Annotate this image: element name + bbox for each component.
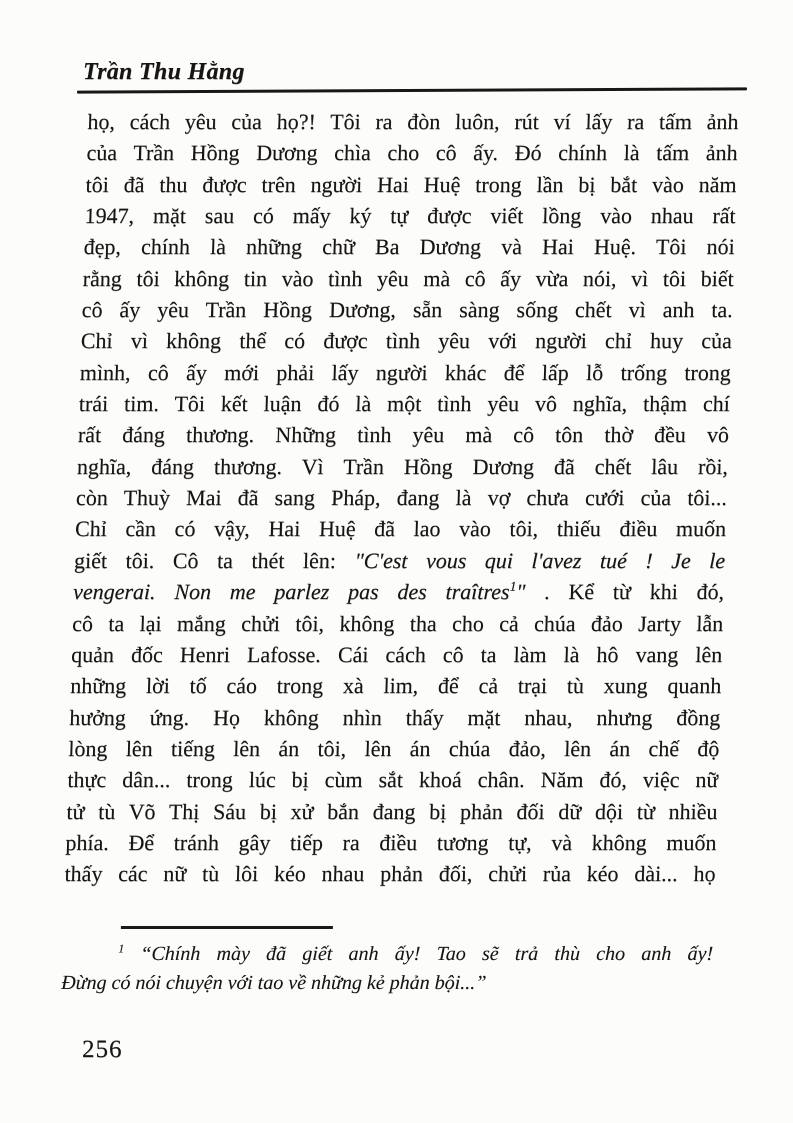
text-segment: “Chính mày đã giết anh ấy! Tao sẽ trả thù cho anh ấy! [123,942,714,965]
body-block [61,106,739,999]
text-segment: hưởng ứng. Họ không nhìn thấy mặt nhau, nhưng đồng [68,704,721,730]
text-segment: cô ta lại mắng chửi tôi, không tha cho cả chúa đảo Jarty lẫn [71,610,724,636]
text-line [85,169,737,200]
footnote [61,926,714,999]
text-line [70,670,722,701]
text-segment: mình, cô ấy mới phải lấy người khác để lấp lỗ trống trong [79,359,732,385]
text-line [83,231,735,262]
text-segment: Chỉ vì không thể có được tình yêu với người chỉ huy của [80,328,733,354]
text-line [66,796,718,827]
text-line [71,639,723,670]
text-line [76,482,728,513]
text-segment: quản đốc Henri Lafosse. Cái cách cô ta làm là hô vang lên [70,641,723,667]
footnote-ref-superscript: 1 [118,940,125,955]
text-segment: . Kể từ khi đó, [543,579,725,605]
text-segment: đẹp, chính là những chữ Ba Dương và Hai Huệ. Tôi nói [83,234,736,260]
text-line [77,419,729,450]
text-segment: 1947, mặt sau có mấy ký tự được viết lồng vào nhau rất [84,203,737,229]
text-line [67,764,719,795]
text-segment: tôi đã thu được trên người Hai Huệ trong lần bị bắt vào năm [85,171,737,197]
body-text [64,106,739,890]
text-line [78,388,730,419]
text-segment: họ, cách yêu của họ?! Tôi ra đòn luôn, rút ví lấy ra tấm ảnh [87,109,739,134]
text-line [72,608,724,639]
footnote-text [61,940,714,999]
text-line [82,263,734,294]
text-line [74,545,726,576]
footnote-line [61,969,713,999]
text-segment: giết tôi. Cô ta thét lên: [73,547,355,573]
text-segment: rất đáng thương. Những tình yêu mà cô tôn thờ đều vô [77,422,730,448]
text-line [86,137,738,168]
text-line [87,106,739,137]
text-segment: vengerai. Non me parlez pas des traîtres [72,579,510,605]
text-segment: rằng tôi không tin vào tình yêu mà cô ấy vừa nói, vì tôi biết [82,265,735,291]
text-segment: cô ấy yêu Trần Hồng Dương, sẵn sàng sống chết vì anh ta. [81,297,734,323]
text-segment: tử tù Võ Thị Sáu bị xử bắn đang bị phản đối dữ dội từ nhiều [66,798,718,824]
header-rule [77,87,747,93]
text-line [68,733,720,764]
footnote-rule [121,926,333,929]
text-line [80,325,732,356]
page-number: 256 [82,1036,123,1063]
text-segment: " [515,579,545,605]
text-line [81,294,733,325]
text-segment: thấy các nữ tù lôi kéo nhau phản đối, chửi rủa kéo dài... họ [64,861,716,887]
text-segment: nghĩa, đáng thương. Vì Trần Hồng Dương đã chết lâu rồi, [76,453,729,479]
text-segment: thực dân... trong lúc bị cùm sắt khoá chân. Năm đó, việc nữ [67,767,719,793]
text-segment: Đừng có nói chuyện với tao về những kẻ phản bội...” [60,972,487,995]
text-segment: "C'est vous qui l'avez tué ! Je le [354,547,726,573]
footnote-line [62,940,714,970]
text-line [65,827,717,858]
text-segment: lòng lên tiếng lên án tôi, lên án chúa đảo, lên án chế độ [67,735,720,761]
text-line [75,513,727,544]
text-line [64,858,716,889]
text-line [84,200,736,231]
footnote-ref-superscript: 1 [509,578,517,594]
text-line [77,451,729,482]
text-line [79,357,731,388]
text-segment: trái tim. Tôi kết luận đó là một tình yêu vô nghĩa, thậm chí [78,391,731,417]
text-line [73,576,725,607]
running-header-author: Trần Thu Hằng [83,59,245,85]
text-segment: của Trần Hồng Dương chìa cho cô ấy. Đó chính là tấm ảnh [86,140,738,166]
text-segment: những lời tố cáo trong xà lim, để cả trại tù xung quanh [69,673,722,699]
text-segment: phía. Để tránh gây tiếp ra điều tương tự, và không muốn [65,829,717,855]
text-segment: còn Thuỳ Mai đã sang Pháp, đang là vợ chưa cưới của tôi... [75,485,728,511]
text-segment: Chỉ cần có vậy, Hai Huệ đã lao vào tôi, thiếu điều muốn [74,516,727,542]
text-line [69,702,721,733]
